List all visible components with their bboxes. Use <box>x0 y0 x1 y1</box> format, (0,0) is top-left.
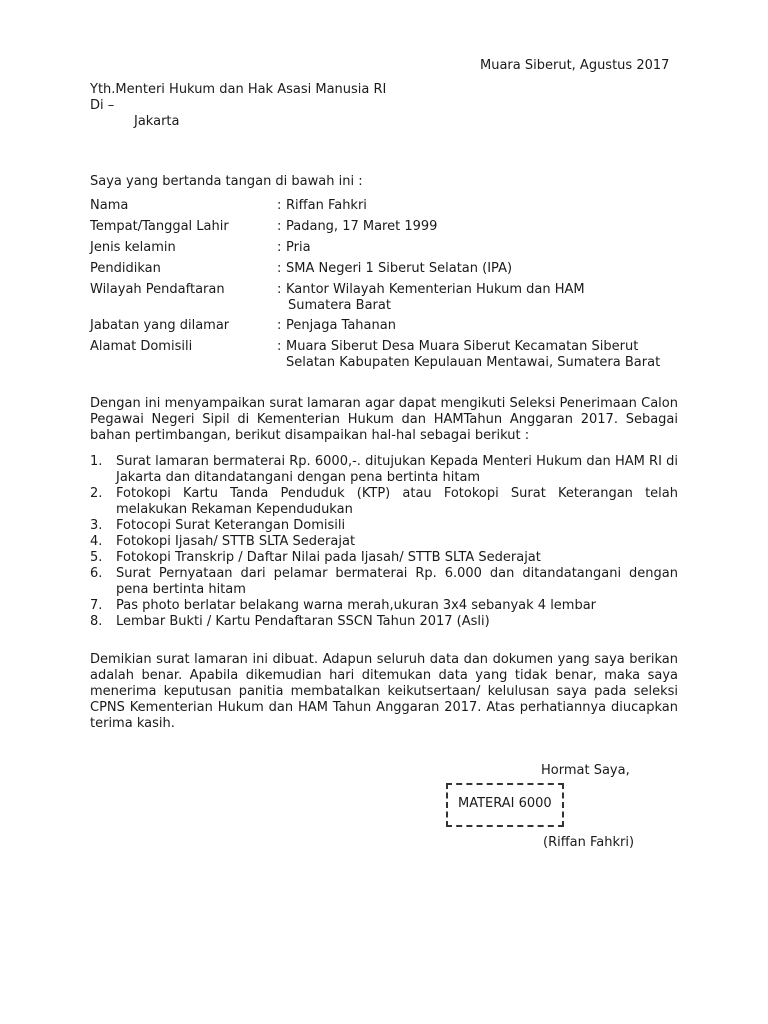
requirements-list <box>90 454 678 630</box>
applicant-fields <box>90 198 690 375</box>
recipient-line-2: Di – <box>90 98 115 113</box>
field-nama: Nama : Riffan Fahkri <box>90 198 367 213</box>
field-value: Riffan Fahkri <box>286 198 367 213</box>
signature-greeting: Hormat Saya, <box>541 763 630 778</box>
paragraph-opening: Dengan ini menyampaikan surat lamaran agar dapat mengikuti Seleksi Penerimaan Calon Pegawai Negeri Sipil di Kementerian Hukum dan HAMTahun Anggaran 2017. Sebagai bahan pertimbangan, berikut disampaikan hal-hal sebagai berikut : <box>90 396 678 443</box>
recipient-address <box>90 82 386 130</box>
field-label: Jabatan yang dilamar <box>90 318 230 333</box>
materai-stamp-box <box>446 783 564 827</box>
materai-stamp-label: MATERAI 6000 <box>458 796 552 811</box>
field-label: Wilayah Pendaftaran <box>90 282 225 297</box>
field-value <box>286 339 660 371</box>
field-value: SMA Negeri 1 Siberut Selatan (IPA) <box>286 261 513 276</box>
field-value: Penjaga Tahanan <box>286 318 396 333</box>
field-value: Pria <box>286 240 311 255</box>
list-item: 1. Surat lamaran bermaterai Rp. 6000,-. ditujukan Kepada Menteri Hukum dan HAM RI di Jakarta dan ditandatangani dengan pena bertinta hitam <box>90 454 678 485</box>
list-item: 8. Lembar Bukti / Kartu Pendaftaran SSCN Tahun 2017 (Asli) <box>90 614 490 629</box>
list-item: 5. Fotokopi Transkrip / Daftar Nilai pada Ijasah/ STTB SLTA Sederajat <box>90 550 541 565</box>
field-value-line-2: Selatan Kabupaten Kepulauan Mentawai, Sumatera Barat <box>286 355 661 370</box>
field-value-line-1: Muara Siberut Desa Muara Siberut Kecamatan Siberut <box>286 339 639 354</box>
field-wilayah-pendaftaran: Wilayah Pendaftaran : Kantor Wilayah Kementerian Hukum dan HAM Sumatera Barat <box>90 282 585 313</box>
list-item: 2. Fotokopi Kartu Tanda Penduduk (KTP) atau Fotokopi Surat Keterangan telah melakukan Rekaman Kependudukan <box>90 486 678 517</box>
list-item: 7. Pas photo berlatar belakang warna merah,ukuran 3x4 sebanyak 4 lembar <box>90 598 597 613</box>
list-item: 4. Fotokopi Ijasah/ STTB SLTA Sederajat <box>90 534 356 549</box>
field-label: Alamat Domisili <box>90 339 193 354</box>
field-value <box>286 282 585 314</box>
field-label: Jenis kelamin <box>90 240 176 255</box>
field-value-line-1: Kantor Wilayah Kementerian Hukum dan HAM <box>286 282 585 297</box>
field-pendidikan: Pendidikan : SMA Negeri 1 Siberut Selatan (IPA) <box>90 261 513 276</box>
field-jabatan: Jabatan yang dilamar : Penjaga Tahanan <box>90 318 396 333</box>
recipient-line-1: Yth.Menteri Hukum dan Hak Asasi Manusia RI <box>90 82 387 97</box>
letter-date: Muara Siberut, Agustus 2017 <box>480 58 670 73</box>
field-value-line-2: Sumatera Barat <box>288 298 391 313</box>
signature-name: (Riffan Fahkri) <box>543 835 635 850</box>
field-label: Nama <box>90 198 129 213</box>
field-label: Pendidikan <box>90 261 161 276</box>
field-value: Padang, 17 Maret 1999 <box>286 219 438 234</box>
paragraph-closing: Demikian surat lamaran ini dibuat. Adapun seluruh data dan dokumen yang saya berikan adalah benar. Apabila dikemudian hari ditemukan data yang tidak benar, maka saya menerima keputusan panitia membatalkan keikutsertaan/ kelulusan saya pada seleksi CPNS Kementerian Hukum dan HAM Tahun Anggaran 2017. Atas perhatiannya diucapkan terima kasih. <box>90 652 678 731</box>
field-jenis-kelamin: Jenis kelamin : Pria <box>90 240 311 255</box>
field-label: Tempat/Tanggal Lahir <box>90 219 229 234</box>
intro-text: Saya yang bertanda tangan di bawah ini : <box>90 174 363 189</box>
recipient-line-3: Jakarta <box>134 114 180 129</box>
list-item: 6. Surat Pernyataan dari pelamar bermaterai Rp. 6.000 dan ditandatangani dengan pena bertinta hitam <box>90 566 678 597</box>
field-alamat-domisili: Alamat Domisili : Muara Siberut Desa Muara Siberut Kecamatan Siberut Selatan Kabupaten Kepulauan Mentawai, Sumatera Barat <box>90 339 661 370</box>
field-tempat-tanggal-lahir: Tempat/Tanggal Lahir : Padang, 17 Maret 1999 <box>90 219 438 234</box>
list-item: 3. Fotocopi Surat Keterangan Domisili <box>90 518 346 533</box>
